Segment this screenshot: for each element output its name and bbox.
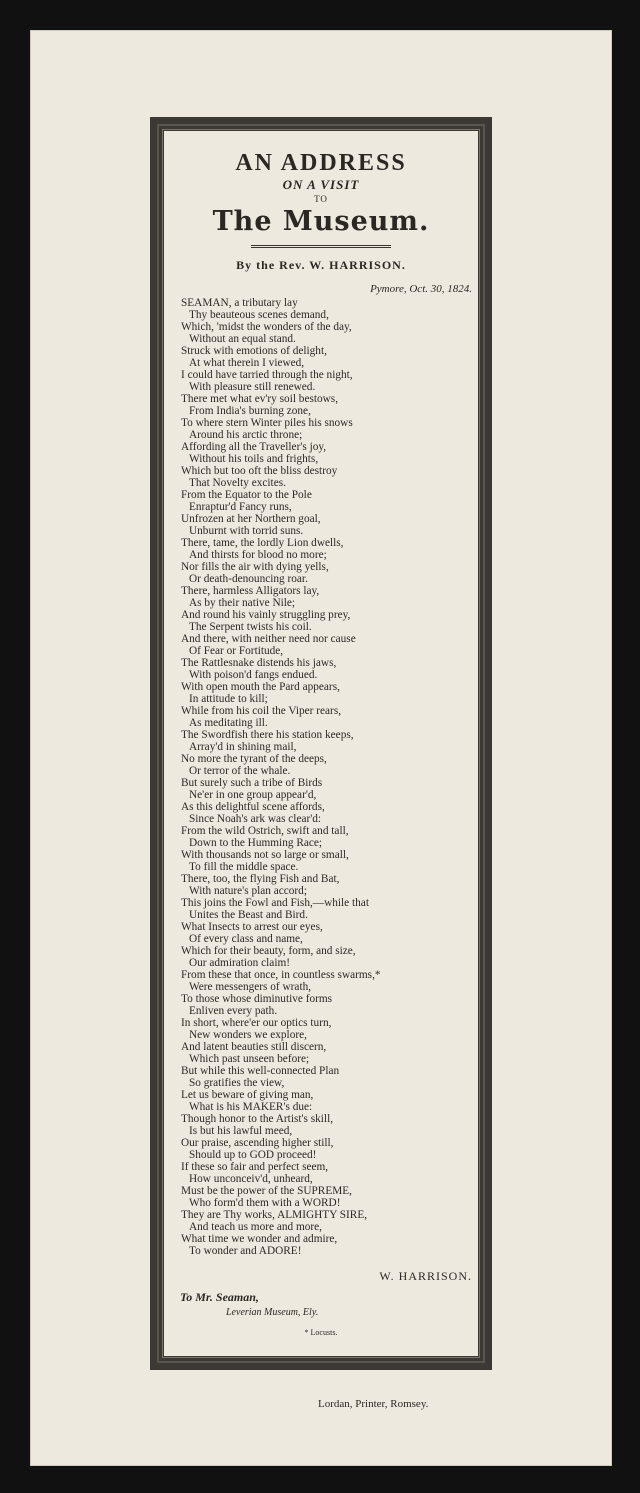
- poem-line: Array'd in shining mail,: [189, 741, 297, 753]
- poem-line: Must be the power of the SUPREME,: [181, 1185, 353, 1197]
- poem-line: Down to the Humming Race;: [189, 837, 323, 849]
- poem-line: SEAMAN, a tributary lay: [181, 297, 298, 309]
- poem-line: The Swordfish there his station keeps,: [181, 729, 354, 741]
- poem-line: With thousands not so large or small,: [181, 849, 349, 861]
- title-line-3: TO: [314, 194, 328, 204]
- poem-line: Is but his lawful meed,: [189, 1125, 293, 1137]
- poem-line: Affording all the Traveller's joy,: [181, 441, 327, 453]
- poem-line: Ne'er in one group appear'd,: [189, 789, 317, 801]
- poem-line: Enraptur'd Fancy runs,: [189, 501, 292, 513]
- poem-line: To wonder and ADORE!: [189, 1245, 302, 1257]
- poem-line: What is his MAKER's due:: [189, 1101, 313, 1113]
- poem-line: Which but too oft the bliss destroy: [181, 465, 338, 477]
- poem-line: With open mouth the Pard appears,: [181, 681, 340, 693]
- poem-line: But while this well-connected Plan: [181, 1065, 340, 1077]
- signature: W. HARRISON.: [379, 1269, 472, 1283]
- poem-line: To fill the middle space.: [189, 861, 299, 873]
- poem-line: And latent beauties still discern,: [181, 1041, 327, 1053]
- poem-line: No more the tyrant of the deeps,: [181, 753, 327, 765]
- footnote: * Locusts.: [304, 1328, 338, 1337]
- poem-line: What Insects to arrest our eyes,: [181, 921, 323, 933]
- poem-line: Which for their beauty, form, and size,: [181, 945, 356, 957]
- poem-line: I could have tarried through the night,: [181, 369, 353, 381]
- printer-imprint: Lordan, Printer, Romsey.: [318, 1398, 429, 1410]
- poem-line: The Rattlesnake distends his jaws,: [181, 657, 337, 669]
- poem-line: From India's burning zone,: [189, 405, 311, 417]
- poem-line: As meditating ill.: [189, 717, 268, 729]
- poem-line: Since Noah's ark was clear'd:: [189, 813, 322, 825]
- poem-line: And there, with neither need nor cause: [181, 633, 356, 645]
- poem-line: Around his arctic throne;: [189, 429, 303, 441]
- poem-line: While from his coil the Viper rears,: [181, 705, 342, 717]
- dateline: Pymore, Oct. 30, 1824.: [370, 283, 472, 295]
- poem-line: Of every class and name,: [189, 933, 303, 945]
- poem-line: From the wild Ostrich, swift and tall,: [181, 825, 349, 837]
- poem-line: With nature's plan accord;: [189, 885, 307, 897]
- broadside-content: [166, 146, 476, 1337]
- poem-line: New wonders we explore,: [189, 1029, 307, 1041]
- poem-line: Unfrozen at her Northern goal,: [181, 513, 321, 525]
- title-line-4: The Museum.: [212, 206, 430, 237]
- poem-line: Unites the Beast and Bird.: [189, 909, 308, 921]
- poem-line: Of Fear or Fortitude,: [189, 645, 284, 657]
- recipient-line: To Mr. Seaman,: [180, 1290, 259, 1304]
- poem-line: So gratifies the view,: [189, 1077, 285, 1089]
- title-divider: [251, 245, 391, 250]
- poem-line: Let us beware of giving man,: [181, 1089, 314, 1101]
- poem-line: Or death-denouncing roar.: [189, 573, 308, 585]
- recipient-address: Leverian Museum, Ely.: [226, 1307, 319, 1318]
- poem-line: There met what ev'ry soil bestows,: [181, 393, 339, 405]
- poem-line: Struck with emotions of delight,: [181, 345, 327, 357]
- poem-line: To those whose diminutive forms: [181, 993, 333, 1005]
- poem-line: Who form'd them with a WORD!: [189, 1197, 341, 1209]
- poem-line: With poison'd fangs endued.: [189, 669, 318, 681]
- title-line-1: AN ADDRESS: [235, 150, 407, 176]
- poem-line: There, harmless Alligators lay,: [181, 585, 320, 597]
- poem-line: As this delightful scene affords,: [181, 801, 325, 813]
- poem-line: The Serpent twists his coil.: [189, 621, 312, 633]
- poem-line: Nor fills the air with dying yells,: [181, 561, 329, 573]
- poem-line: Or terror of the whale.: [189, 765, 291, 777]
- poem-line: In short, where'er our optics turn,: [181, 1017, 332, 1029]
- poem-line: Which past unseen before;: [189, 1053, 310, 1065]
- poem-line: That Novelty excites.: [189, 477, 286, 489]
- poem-line: From these that once, in countless swarms,*: [181, 969, 381, 981]
- poem-line: Should up to GOD proceed!: [189, 1149, 317, 1161]
- poem-line: Thy beauteous scenes demand,: [189, 309, 329, 321]
- poem-line: As by their native Nile;: [189, 597, 296, 609]
- title-line-2: ON A VISIT: [282, 177, 360, 192]
- poem-body: [166, 297, 476, 1257]
- poem-line: In attitude to kill;: [189, 693, 268, 705]
- poem-line: And round his vainly struggling prey,: [181, 609, 351, 621]
- poem-line: They are Thy works, ALMIGHTY SIRE,: [181, 1209, 368, 1221]
- poem-line: Though honor to the Artist's skill,: [181, 1113, 334, 1125]
- poem-line: Which, 'midst the wonders of the day,: [181, 321, 352, 333]
- poem-line: If these so fair and perfect seem,: [181, 1161, 329, 1173]
- poem-line: There, tame, the lordly Lion dwells,: [181, 537, 344, 549]
- poem-line: Unburnt with torrid suns.: [189, 525, 304, 537]
- poem-line: At what therein I viewed,: [189, 357, 305, 369]
- poem-line: Without his toils and frights,: [189, 453, 319, 465]
- poem-line: This joins the Fowl and Fish,—while that: [181, 897, 369, 909]
- poem-line: To where stern Winter piles his snows: [181, 417, 353, 429]
- byline: By the Rev. W. HARRISON.: [236, 258, 406, 272]
- poem-line: Our praise, ascending higher still,: [181, 1137, 334, 1149]
- poem-line: And teach us more and more,: [189, 1221, 323, 1233]
- poem-line: And thirsts for blood no more;: [189, 549, 327, 561]
- poem-line: But surely such a tribe of Birds: [181, 777, 323, 789]
- poem-line: What time we wonder and admire,: [181, 1233, 338, 1245]
- poem-line: From the Equator to the Pole: [181, 489, 312, 501]
- poem-line: With pleasure still renewed.: [189, 381, 316, 393]
- poem-line: Without an equal stand.: [189, 333, 296, 345]
- poem-line: Our admiration claim!: [189, 957, 291, 969]
- poem-line: There, too, the flying Fish and Bat,: [181, 873, 340, 885]
- poem-line: Enliven every path.: [189, 1005, 278, 1017]
- poem-line: Were messengers of wrath,: [189, 981, 312, 993]
- poem-line: How unconceiv'd, unheard,: [189, 1173, 313, 1185]
